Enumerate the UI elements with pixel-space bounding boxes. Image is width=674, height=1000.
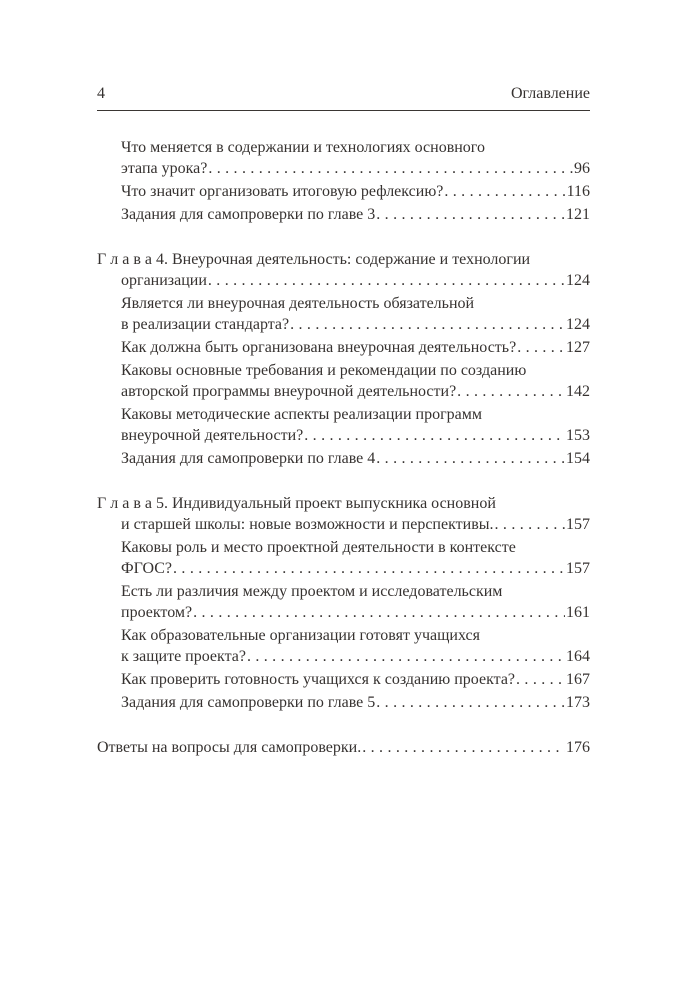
toc-entry-line: Каковы основные требования и рекомендации по созданию bbox=[121, 362, 527, 379]
dot-leader bbox=[173, 558, 565, 579]
toc-block bbox=[97, 493, 590, 713]
dot-leader bbox=[208, 158, 573, 179]
toc-entry-text: организации bbox=[121, 272, 207, 289]
toc-entry bbox=[97, 537, 590, 579]
toc-entry bbox=[97, 204, 590, 225]
toc-entry-text: ФГОС? bbox=[121, 560, 173, 577]
toc-page-number: 176 bbox=[566, 739, 590, 756]
toc-entry-line bbox=[121, 692, 590, 713]
toc-entry-line bbox=[121, 314, 590, 335]
toc-entry-line bbox=[121, 425, 590, 446]
toc-page-number: 161 bbox=[566, 604, 590, 621]
toc-page-number: 154 bbox=[566, 450, 590, 467]
toc-entry bbox=[97, 181, 590, 202]
toc-entry bbox=[97, 293, 590, 335]
toc-entry bbox=[97, 360, 590, 402]
toc-entry-line bbox=[97, 737, 590, 758]
toc-entry-text: Ответы на вопросы для самопроверки. bbox=[97, 739, 362, 756]
page-number: 4 bbox=[97, 85, 105, 102]
toc-page-number: 124 bbox=[566, 316, 590, 333]
toc-entry-text: Как проверить готовность учащихся к созданию проекта? bbox=[121, 671, 516, 688]
toc-entry-text: проектом? bbox=[121, 604, 193, 621]
toc-entry-line: Г л а в а 5. Индивидуальный проект выпускника основной bbox=[97, 495, 496, 512]
toc-page-number: 153 bbox=[566, 427, 590, 444]
toc-entry-line bbox=[121, 270, 590, 291]
dot-leader bbox=[304, 425, 565, 446]
toc-entry-text: Задания для самопроверки по главе 3 bbox=[121, 206, 376, 223]
page-content bbox=[97, 85, 590, 758]
toc-entry-text: авторской программы внеурочной деятельности? bbox=[121, 383, 457, 400]
toc-block bbox=[97, 137, 590, 225]
toc-page-number: 127 bbox=[566, 339, 590, 356]
dot-leader bbox=[376, 448, 565, 469]
dot-leader bbox=[444, 181, 565, 202]
dot-leader bbox=[376, 204, 565, 225]
toc-entry-line: Есть ли различия между проектом и исследовательским bbox=[121, 583, 503, 600]
running-head bbox=[97, 85, 590, 102]
toc-entry bbox=[97, 737, 590, 758]
toc-entry-text: и старшей школы: новые возможности и перспективы. bbox=[121, 516, 494, 533]
toc-entry bbox=[97, 692, 590, 713]
dot-leader bbox=[208, 270, 565, 291]
toc-entry bbox=[97, 249, 590, 291]
toc bbox=[97, 137, 590, 758]
toc-entry-line bbox=[121, 448, 590, 469]
toc-entry-line: Каковы методические аспекты реализации программ bbox=[121, 406, 483, 423]
toc-block bbox=[97, 737, 590, 758]
toc-entry bbox=[97, 137, 590, 179]
dot-leader bbox=[457, 381, 565, 402]
header-rule bbox=[97, 110, 590, 111]
toc-page-number: 142 bbox=[566, 383, 590, 400]
toc-entry bbox=[97, 581, 590, 623]
toc-entry-text: Задания для самопроверки по главе 5 bbox=[121, 694, 376, 711]
toc-entry bbox=[97, 625, 590, 667]
toc-page-number: 124 bbox=[566, 272, 590, 289]
toc-entry-line bbox=[121, 646, 590, 667]
toc-entry-text: в реализации стандарта? bbox=[121, 316, 290, 333]
toc-page-number: 116 bbox=[566, 183, 590, 200]
toc-page-number: 173 bbox=[566, 694, 590, 711]
toc-page-number: 157 bbox=[566, 560, 590, 577]
toc-entry-line bbox=[121, 337, 590, 358]
dot-leader bbox=[247, 646, 565, 667]
toc-entry-text: к защите проекта? bbox=[121, 648, 246, 665]
toc-entry-line: Г л а в а 4. Внеурочная деятельность: содержание и технологии bbox=[97, 251, 531, 268]
toc-entry bbox=[97, 448, 590, 469]
toc-page-number: 157 bbox=[566, 516, 590, 533]
toc-page-number: 96 bbox=[574, 160, 590, 177]
toc-entry-text: Что значит организовать итоговую рефлексию? bbox=[121, 183, 444, 200]
dot-leader bbox=[362, 737, 565, 758]
toc-entry-line bbox=[121, 381, 590, 402]
toc-entry bbox=[97, 669, 590, 690]
dot-leader bbox=[517, 337, 565, 358]
toc-entry-line bbox=[121, 669, 590, 690]
toc-entry bbox=[97, 404, 590, 446]
toc-entry-line: Как образовательные организации готовят учащихся bbox=[121, 627, 480, 644]
dot-leader bbox=[290, 314, 565, 335]
toc-entry bbox=[97, 337, 590, 358]
running-head-title: Оглавление bbox=[510, 85, 590, 102]
toc-entry-line bbox=[121, 181, 590, 202]
dot-leader bbox=[376, 692, 565, 713]
toc-entry-line bbox=[121, 204, 590, 225]
toc-page-number: 164 bbox=[566, 648, 590, 665]
toc-entry bbox=[97, 493, 590, 535]
toc-entry-line: Является ли внеурочная деятельность обязательной bbox=[121, 295, 475, 312]
dot-leader bbox=[193, 602, 565, 623]
toc-entry-line: Каковы роль и место проектной деятельности в контексте bbox=[121, 539, 516, 556]
toc-entry-line bbox=[121, 558, 590, 579]
toc-block bbox=[97, 249, 590, 469]
toc-entry-text: внеурочной деятельности? bbox=[121, 427, 304, 444]
toc-page-number: 121 bbox=[566, 206, 590, 223]
toc-page-number: 167 bbox=[566, 671, 590, 688]
toc-entry-text: этапа урока? bbox=[121, 160, 208, 177]
toc-entry-text: Как должна быть организована внеурочная деятельность? bbox=[121, 339, 517, 356]
toc-entry-line: Что меняется в содержании и технологиях основного bbox=[121, 139, 485, 156]
toc-entry-line bbox=[121, 158, 590, 179]
toc-entry-text: Задания для самопроверки по главе 4 bbox=[121, 450, 376, 467]
toc-entry-line bbox=[121, 602, 590, 623]
dot-leader bbox=[516, 669, 565, 690]
toc-entry-line bbox=[121, 514, 590, 535]
dot-leader bbox=[495, 514, 565, 535]
